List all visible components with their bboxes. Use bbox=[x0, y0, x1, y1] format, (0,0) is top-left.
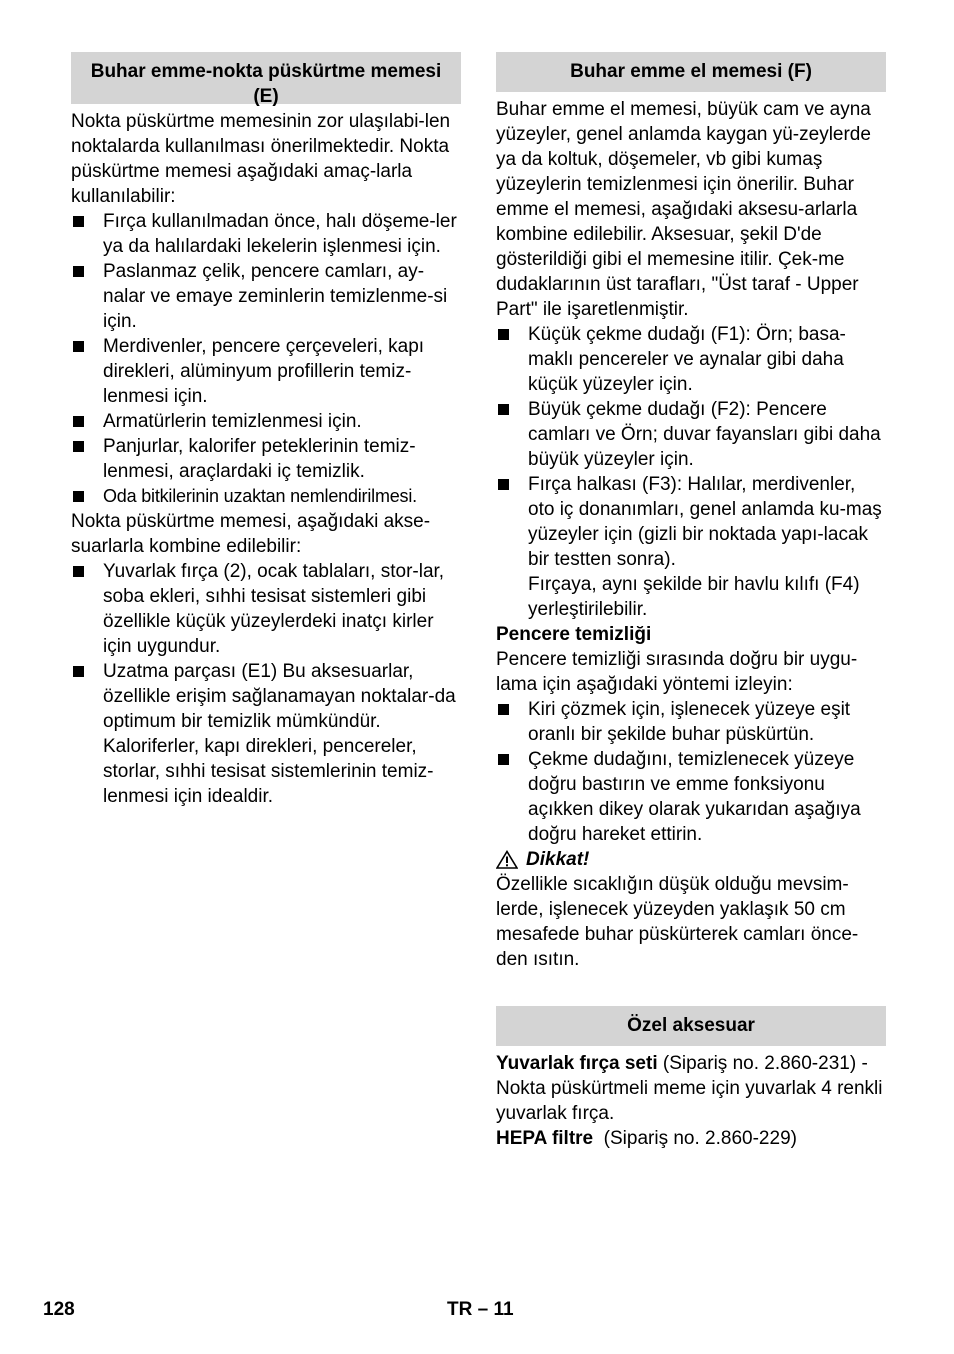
window-intro: Pencere temizliği sırasında doğru bir uygu-lama için aşağıdaki yöntemi izleyin: bbox=[496, 649, 858, 695]
list-item: Çekme dudağını, temizlenecek yüzeye doğru bastırın ve emme fonksiyonu açıkken dikey olarak yukarıdan aşağıya doğru hareket ettirin. bbox=[496, 747, 886, 847]
page-number: 128 bbox=[43, 1299, 75, 1320]
list-item: Armatürlerin temizlenmesi için. bbox=[71, 409, 461, 434]
right-column bbox=[496, 52, 886, 1151]
combine-paragraph: Nokta püskürtme memesi, aşağıdaki akse-suarlarla kombine edilebilir: bbox=[71, 511, 431, 557]
left-column bbox=[71, 52, 461, 809]
list-item-text: Fırça halkası (F3): Halılar, merdivenler, oto iç donanımları, genel anlamda ku-maş yüzeyler için (gizli bir noktada yapı-lacak bir testten sonra). bbox=[528, 474, 882, 570]
accessory-list bbox=[71, 559, 461, 809]
lip-list bbox=[496, 322, 886, 622]
section-heading-accessories: Özel aksesuar bbox=[496, 1006, 886, 1046]
list-item: Kiri çözmek için, işlenecek yüzeye eşit oranlı bir şekilde buhar püskürtün. bbox=[496, 697, 886, 747]
list-item: Büyük çekme dudağı (F2): Pencere camları ve Örn; duvar fayansları gibi daha büyük yüzeyler için. bbox=[496, 397, 886, 472]
section-heading-e: Buhar emme-nokta püskürtme memesi (E) bbox=[71, 52, 461, 104]
list-item: Küçük çekme dudağı (F1): Örn; basa-maklı pencereler ve aynalar gibi daha küçük yüzeyler için. bbox=[496, 322, 886, 397]
intro-paragraph: Nokta püskürtme memesinin zor ulaşılabi-len noktalarda kullanılması önerilmektedir. Nokta püskürtme memesi aşağıdaki amaç-larla kullanılabilir: bbox=[71, 111, 451, 207]
warning-heading bbox=[496, 847, 886, 872]
list-item: Fırça kullanılmadan önce, halı döşeme-ler ya da halılardaki lekelerin işlenmesi için. bbox=[71, 209, 461, 259]
list-item-continuation: Fırçaya, aynı şekilde bir havlu kılıfı (F4) yerleştirilebilir. bbox=[528, 574, 860, 620]
accessory-round-brush bbox=[496, 1051, 886, 1126]
list-item: Paslanmaz çelik, pencere camları, ay-nalar ve emaye zeminlerin temizlenme-si için. bbox=[71, 259, 461, 334]
intro-paragraph: Buhar emme el memesi, büyük cam ve ayna yüzeyler, genel anlamda kaygan yü-zeylerde ya da koltuk, döşemeler, vb gibi kumaş yüzeylerin temizlenmesi için önerilir. Buhar emme el memesi, aşağıdaki aksesu-arlarla kombine edilebilir. Aksesuar, şekil D'de gösterildiği gibi el memesine itilir. Çek-me dudaklarının üst tarafları, "Üst taraf - Upper Part" ile işaretlenmiştir. bbox=[496, 99, 871, 320]
usage-list bbox=[71, 209, 461, 509]
accessory-name: HEPA filtre bbox=[496, 1128, 594, 1149]
section-page-label: TR – 11 bbox=[447, 1299, 514, 1320]
accessory-hepa bbox=[496, 1126, 886, 1151]
list-item: Uzatma parçası (E1) Bu aksesuarlar, özellikle erişim sağlanamayan noktalar-da optimum bir temizlik mümkündür. Kaloriferler, kapı direkleri, pencereler, storlar, sıhhi tesisat sistemlerinin temiz-lenmesi için idealdir. bbox=[71, 659, 461, 809]
warning-text: Özellikle sıcaklığın düşük olduğu mevsim-lerde, işlenecek yüzeyden yaklaşık 50 cm mesafede buhar püskürterek camları önce-den ısıtın. bbox=[496, 874, 859, 970]
accessory-order: (Sipariş no. 2.860-229) bbox=[593, 1128, 797, 1149]
accessory-order: (Sipariş no. 2.860-231) - Nokta püskürtmeli meme için yuvarlak 4 renkli yuvarlak fırça. bbox=[496, 1053, 883, 1124]
window-steps-list bbox=[496, 697, 886, 847]
list-item: Yuvarlak fırça (2), ocak tablaları, stor-lar, soba ekleri, sıhhi tesisat sistemleri gibi özellikle küçük yüzeylerdeki inatçı kirler için uygundur. bbox=[71, 559, 461, 659]
warning-triangle-icon bbox=[496, 850, 518, 869]
list-item: Oda bitkilerinin uzaktan nemlendirilmesi. bbox=[71, 484, 461, 509]
list-item: Merdivenler, pencere çerçeveleri, kapı direkleri, alüminyum profillerin temiz-lenmesi için. bbox=[71, 334, 461, 409]
accessory-name: Yuvarlak fırça seti bbox=[496, 1053, 658, 1074]
section-heading-f: Buhar emme el memesi (F) bbox=[496, 52, 886, 92]
list-item: Panjurlar, kalorifer peteklerinin temiz-lenmesi, araçlardaki iç temizlik. bbox=[71, 434, 461, 484]
warning-label: Dikkat! bbox=[526, 849, 590, 870]
subheading-window-cleaning: Pencere temizliği bbox=[496, 624, 652, 645]
list-item bbox=[496, 472, 886, 622]
